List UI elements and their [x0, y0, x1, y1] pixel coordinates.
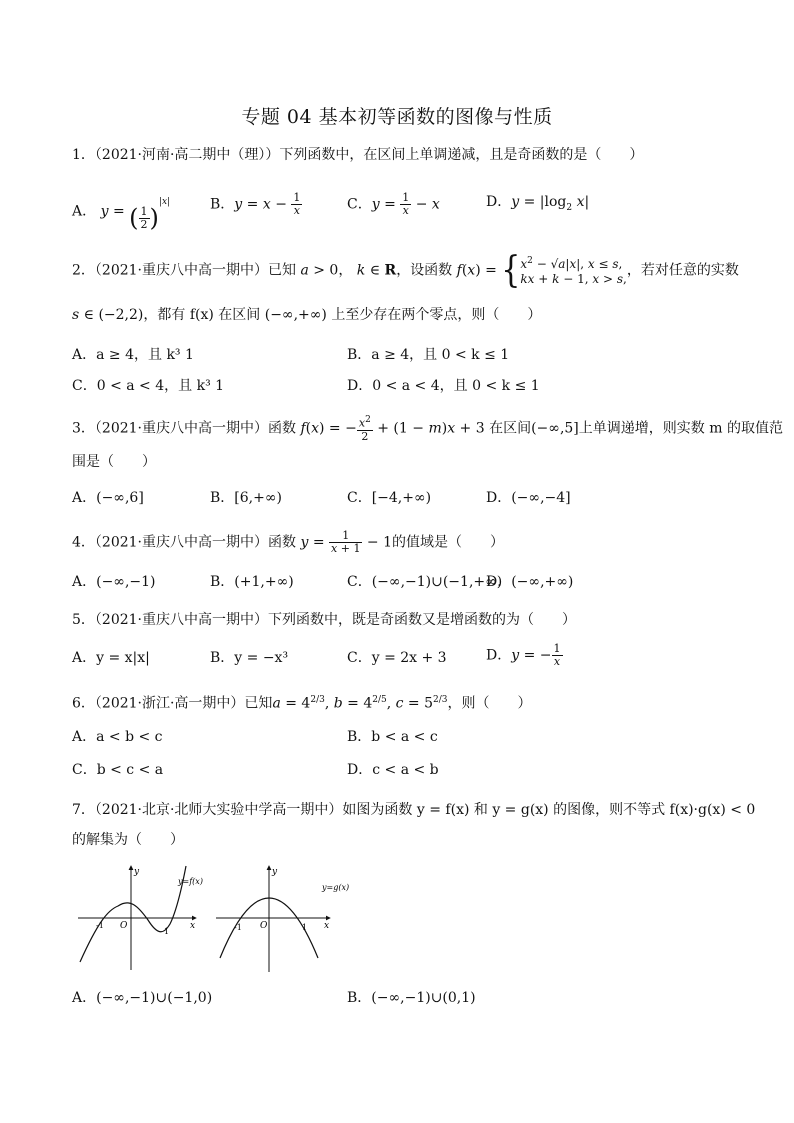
svg-text:O: O	[260, 921, 268, 931]
q6-option-c: C．b < c < a	[72, 762, 164, 778]
question-7-stem-cont: 的解集为（ ）	[72, 832, 184, 848]
question-2-stem: 2．（2021·重庆八中高一期中）已知 a > 0， k ∈ R，设函数 f(x) = { $x^2 - √a|x|$, x ≤ s, kx + k − 1, x > s, ，若对任意的实数	[72, 248, 739, 291]
option-label: A．	[72, 203, 97, 220]
svg-text:x: x	[324, 921, 330, 931]
q5-option-b: B．y = −x³	[210, 650, 289, 666]
graph-g-label: y=g(x)	[322, 883, 350, 892]
q5-option-a: A．y = x|x|	[72, 650, 150, 666]
q2-option-b: B．a ≥ 4，且 0 < k ≤ 1	[347, 347, 510, 363]
q5-option-d: D．y = − $\frac{1}{x}$	[486, 642, 561, 668]
q5-option-c: C．y = 2x + 3	[347, 650, 447, 666]
q7-option-b: B．(−∞,−1)∪(0,1)	[347, 990, 476, 1006]
q1-option-d: D．$y = |\log_2$ x|	[486, 194, 590, 213]
math-expr: ( $\frac{1}{2}$ )$^{|x|}$	[129, 197, 171, 232]
math-expr: y	[100, 203, 109, 220]
q6-option-d: D．c < a < b	[347, 762, 439, 778]
question-3-stem: 3．（2021·重庆八中高一期中）函数 f(x) = − $\frac{x^2}{2}$ + (1 − m)x + 3 在区间(−∞,5]上单调递增，则实数 m 的取值范	[72, 415, 783, 443]
q2-option-c: C．0 < a < 4，且 k³ 1	[72, 378, 225, 394]
question-1-stem: 1．（2021·河南·高二期中（理））下列函数中，在区间上单调递减，且是奇函数的是（ ）	[72, 147, 644, 163]
question-3-stem-cont: 围是（ ）	[72, 454, 156, 470]
svg-text:O: O	[120, 921, 128, 931]
q3-option-c: C．[−4,+∞)	[347, 490, 432, 506]
svg-text:1: 1	[302, 923, 308, 932]
question-6-stem: 6．（2021·浙江·高一期中）已知$a = 4^{2/3}$, $b = 4^{2/5}$, $c = 5^{2/3}$，则（ ）	[72, 695, 532, 712]
q7-option-a: A．(−∞,−1)∪(−1,0)	[72, 990, 213, 1006]
question-4-stem: 4．（2021·重庆八中高一期中）函数 y = $\frac{1}{x + 1}$ − 1的值域是（ ）	[72, 529, 504, 555]
page-title: 专题 04 基本初等函数的图像与性质	[241, 106, 553, 128]
q3-option-b: B．[6,+∞)	[210, 490, 282, 506]
q3-option-d: D．(−∞,−4]	[486, 490, 571, 506]
q3-option-a: A．(−∞,6]	[72, 490, 144, 506]
q4-option-d: D．(−∞,+∞)	[486, 574, 574, 590]
graph-f	[78, 862, 208, 972]
q1-option-c: C．y = $\frac{1}{x}$ − x	[347, 191, 440, 217]
q1-option-a: A． y = ( $\frac{1}{2}$ )$^{|x|}$	[72, 192, 170, 231]
q4-option-c: C．(−∞,−1)∪(−1,+∞)	[347, 574, 503, 590]
q6-option-b: B．b < a < c	[347, 729, 438, 745]
question-5-stem: 5．（2021·重庆八中高一期中）下列函数中，既是奇函数又是增函数的为（ ）	[72, 612, 576, 628]
graph-f-label: y=f(x)	[178, 877, 203, 886]
svg-text:y: y	[272, 867, 278, 877]
svg-text:-1: -1	[234, 923, 242, 932]
svg-text:-1: -1	[96, 921, 104, 930]
q6-option-a: A．a < b < c	[72, 729, 163, 745]
q2-option-a: A．a ≥ 4，且 k³ 1	[72, 347, 194, 363]
graph-g	[216, 862, 350, 974]
svg-text:x: x	[190, 921, 196, 931]
q4-option-b: B．(+1,+∞)	[210, 574, 294, 590]
question-2-stem-cont: s ∈ (−2,2)，都有 f(x) 在区间 (−∞,+∞) 上至少存在两个零点，则（ ）	[72, 307, 542, 323]
q4-option-a: A．(−∞,−1)	[72, 574, 156, 590]
q1-option-b: B．y = x − $\frac{1}{x}$	[210, 191, 301, 217]
svg-text:1: 1	[164, 927, 170, 936]
svg-text:y: y	[134, 867, 140, 877]
q2-option-d: D．0 < a < 4，且 0 < k ≤ 1	[347, 378, 540, 394]
question-7-stem: 7．（2021·北京·北师大实验中学高一期中）如图为函数 y = f(x) 和 y = g(x) 的图像，则不等式 f(x)·g(x) < 0	[72, 802, 756, 818]
